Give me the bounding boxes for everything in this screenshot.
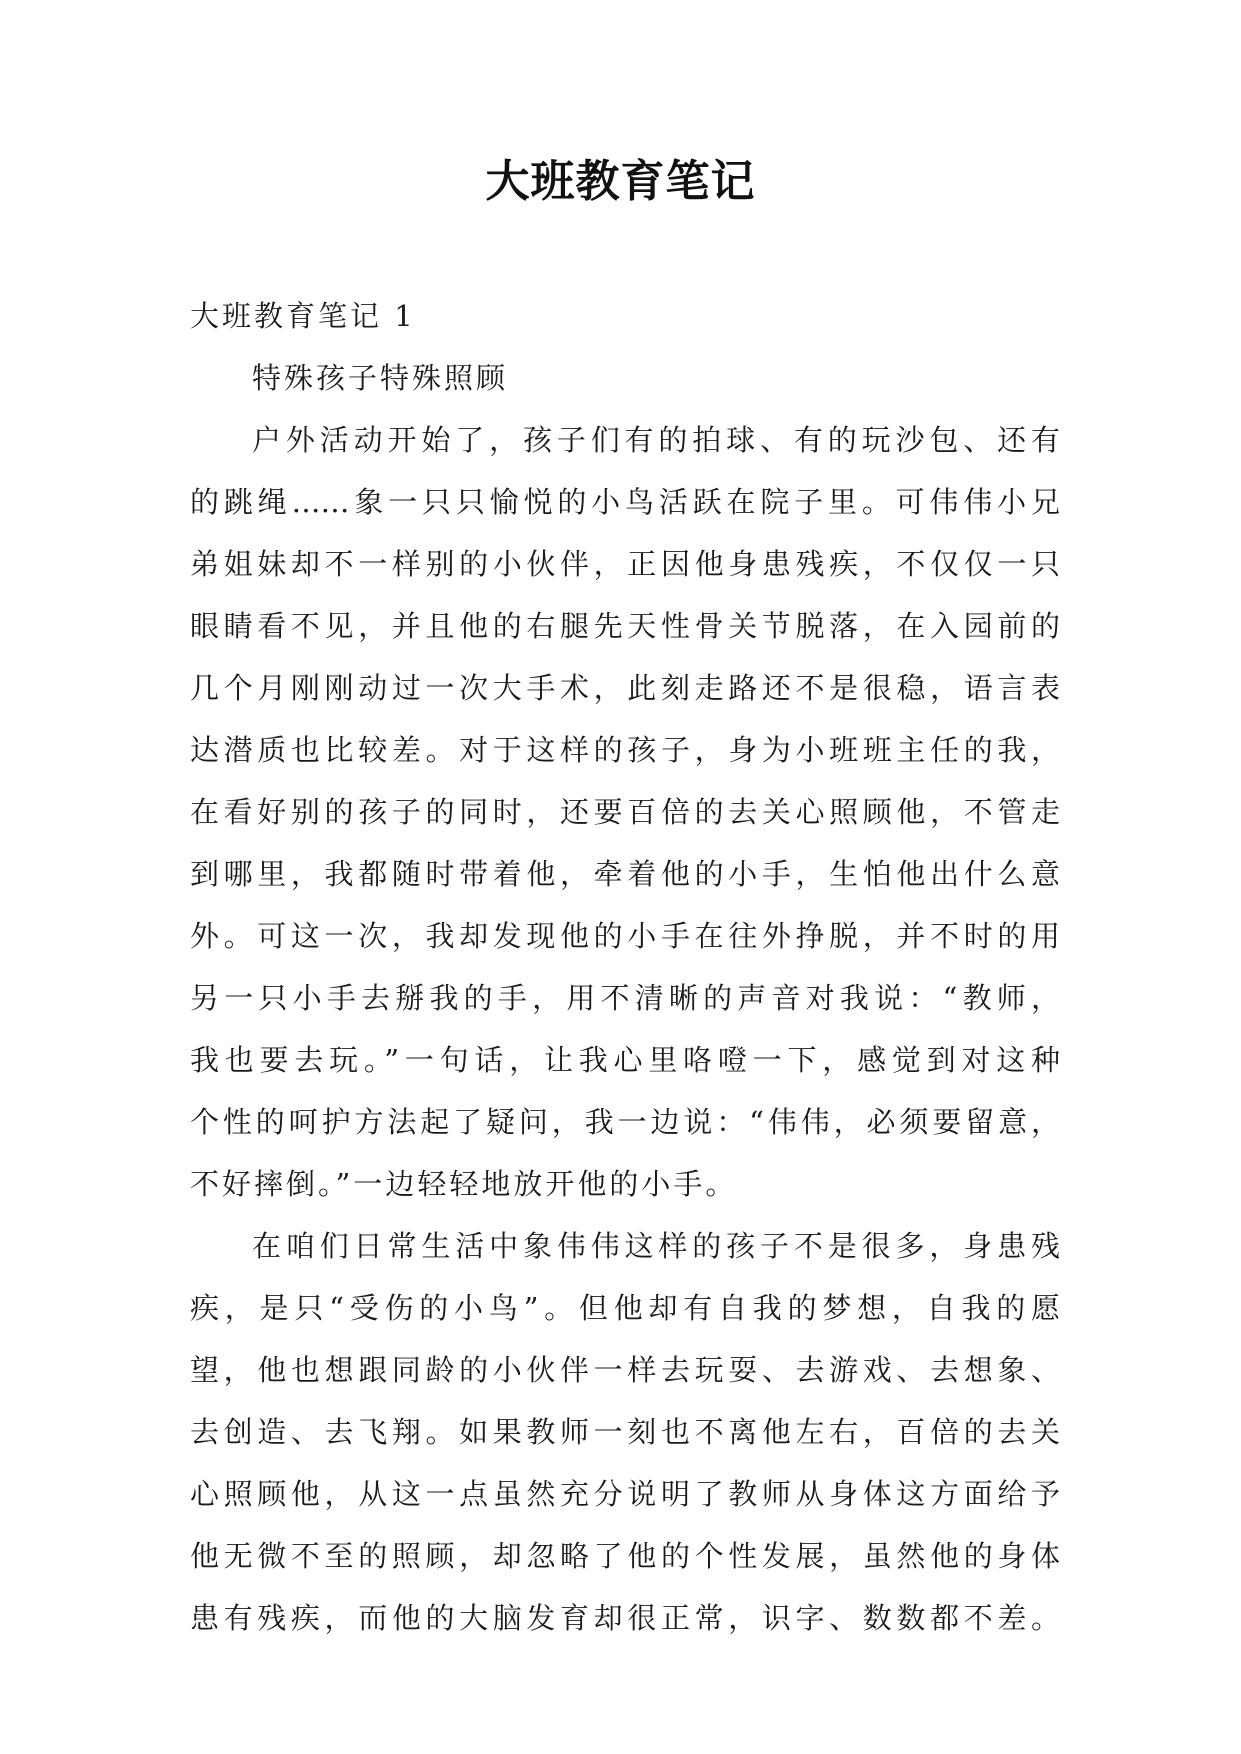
paragraph-line: 患有残疾，而他的大脑发育却很正常，识字、数数都不差。 [190, 1601, 1060, 1635]
paragraph-line: 外。可这一次，我却发现他的小手在往外挣脱，并不时的用 [190, 919, 1060, 953]
sub-heading: 特殊孩子特殊照顾 [252, 361, 509, 395]
paragraph-line: 眼睛看不见，并且他的右腿先天性骨关节脱落，在入园前的 [190, 609, 1060, 643]
paragraph-line: 户外活动开始了，孩子们有的拍球、有的玩沙包、还有 [252, 423, 1060, 457]
paragraph-1 [190, 409, 1060, 1215]
paragraph-line: 心照顾他，从这一点虽然充分说明了教师从身体这方面给予 [190, 1477, 1060, 1511]
paragraph-line: 几个月刚刚动过一次大手术，此刻走路还不是很稳，语言表 [190, 671, 1060, 705]
paragraph-line: 弟姐妹却不一样别的小伙伴，正因他身患残疾，不仅仅一只 [190, 547, 1060, 581]
paragraph-line: 另一只小手去掰我的手，用不清晰的声音对我说：“教师， [190, 981, 1060, 1015]
paragraph-line: 疾，是只“受伤的小鸟”。但他却有自我的梦想，自我的愿 [190, 1291, 1060, 1325]
paragraph-line: 在看好别的孩子的同时，还要百倍的去关心照顾他，不管走 [190, 795, 1060, 829]
paragraph-line: 在咱们日常生活中象伟伟这样的孩子不是很多，身患残 [252, 1229, 1060, 1263]
paragraph-line: 到哪里，我都随时带着他，牵着他的小手，生怕他出什么意 [190, 857, 1060, 891]
paragraph-line: 的跳绳……象一只只愉悦的小鸟活跃在院子里。可伟伟小兄 [190, 485, 1060, 519]
document-title: 大班教育笔记 [485, 156, 756, 207]
paragraph-line: 他无微不至的照顾，却忽略了他的个性发展，虽然他的身体 [190, 1539, 1060, 1573]
paragraph-2 [190, 1215, 1060, 1649]
paragraph-line: 我也要去玩。”一句话，让我心里咯噔一下，感觉到对这种 [190, 1043, 1060, 1077]
section-heading: 大班教育笔记 1 [190, 299, 416, 333]
paragraph-line: 去创造、去飞翔。如果教师一刻也不离他左右，百倍的去关 [190, 1415, 1060, 1449]
paragraph-line: 达潜质也比较差。对于这样的孩子，身为小班班主任的我， [190, 733, 1060, 767]
document-body [190, 285, 1060, 1649]
paragraph-line: 个性的呵护方法起了疑问，我一边说：“伟伟，必须要留意， [190, 1105, 1060, 1139]
paragraph-line: 不好摔倒。”一边轻轻地放开他的小手。 [190, 1167, 738, 1201]
paragraph-line: 望，他也想跟同龄的小伙伴一样去玩耍、去游戏、去想象、 [190, 1353, 1060, 1387]
